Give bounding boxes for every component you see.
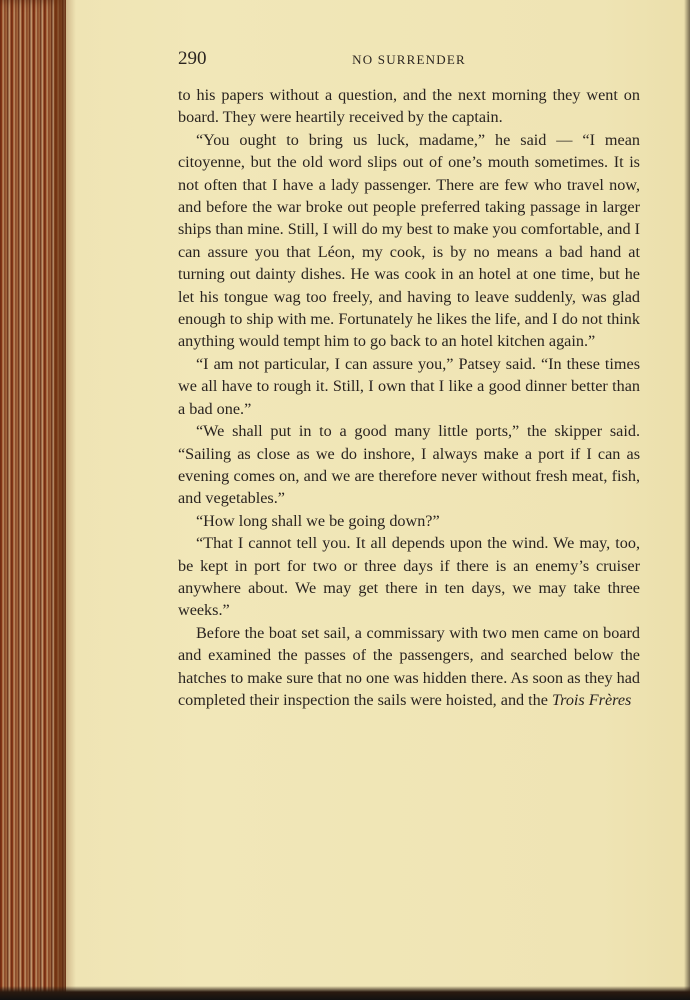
page-right-edge [684,0,690,1000]
paragraph-2: “You ought to bring us luck, madame,” he said — “I mean citoyenne, but the old word slips out of one’s mouth sometimes. It is not often that I have a lady passenger. There are few who travel now, and before the war broke out people preferred taking passage in larger ships than mine. Still, I will do my best to make you comfortable, and I can assure you that Léon, my cook, is by no means a bad hand at turning out dainty dishes. He was cook in an hotel at one time, but he let his tongue wag too freely, and having to leave suddenly, was glad enough to ship with me. Fortunately he likes the life, and I do not think anything would tempt him to go back to an hotel kitchen again.” [178,130,640,351]
paragraph-1: to his papers without a question, and the next morning they went on board. They were heartily received by the captain. [178,86,640,127]
paragraph-6: “That I cannot tell you. It all depends upon the wind. We may, too, be kept in port for two or three days if there is an enemy’s cruiser anywhere about. We may get there in ten days, we may take three weeks.” [178,534,640,620]
paragraph-4: “We shall put in to a good many little ports,” the skipper said. “Sailing as close as we do inshore, I always make a port if I can as evening comes on, and we are therefore never without fresh meat, fish, and vegetables.” [178,422,640,508]
page-number: 290 [178,48,207,69]
ship-name: Trois Frères [552,690,632,709]
paragraph-7 [178,622,640,712]
paragraph-5: “How long shall we be going down?” [196,511,440,530]
body-text [178,84,640,711]
page-header [178,46,640,74]
page-bottom-edge [0,986,690,1000]
running-head: NO SURRENDER [352,52,466,67]
paragraph-7-text: Before the boat set sail, a commissary with two men came on board and examined the passes of the passengers, and searched below the hatches to make sure that no one was hidden there. As soon as they had completed their inspection the sails were hoisted, and the [178,623,640,709]
paragraph-3: “I am not particular, I can assure you,” Patsey said. “In these times we all have to rough it. Still, I own that I like a good dinner better than a bad one.” [178,354,640,418]
binding-shadow [54,0,76,1000]
